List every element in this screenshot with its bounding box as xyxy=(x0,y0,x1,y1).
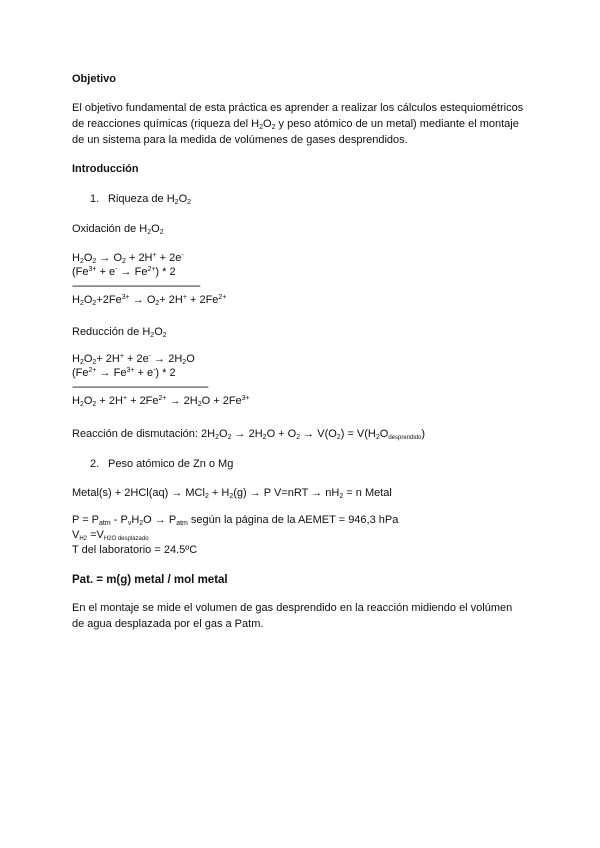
oxidacion-reactions xyxy=(72,251,532,307)
final-line-1: En el montaje se mide el volumen de gas desprendido en la reacción midiendo el volúmen xyxy=(72,602,513,614)
introduccion-heading: Introducción xyxy=(72,163,139,175)
objetivo-heading: Objetivo xyxy=(72,73,117,85)
temperature-line: T del laboratorio = 24.5ºC xyxy=(72,544,198,556)
reduccion-eq-2: $(Fe^{2+} \to Fe^{3+} + e^-) * 2$ xyxy=(72,367,176,379)
objetivo-line-1: El objetivo fundamental de esta práctica es aprender a realizar los cálculos estequiométricos xyxy=(72,102,524,114)
pressure-equation: $P = P_{atm} - P_vH_2O \to P_{atm}$ según la página de la AEMET = 946,3 hPa xyxy=(72,514,399,527)
list-item-2: 2. Peso atómico de Zn o Mg xyxy=(90,458,234,470)
pat-formula: Pat. = m(g) metal / mol metal xyxy=(72,574,228,586)
oxidacion-eq-1: $H_2O_2 \to O_2 + 2H^+ + 2e^-$ xyxy=(72,252,184,265)
reduccion-label: Reducción de $H_2O_2$ xyxy=(72,326,167,339)
oxidacion-eq-2: $(Fe^{3+} + e^- \to Fe^{2+}) * 2$ xyxy=(72,266,176,278)
reduccion-eq-total: $H_2O_2 + 2H^+ + 2Fe^{2+} \to 2H_2O + 2Fe^{3+}$ xyxy=(72,395,250,408)
pressure-block xyxy=(72,513,532,557)
objetivo-line-2: de reacciones químicas (riqueza del $H_2O_2$ y peso atómico de un metal) mediante el montaje xyxy=(72,118,519,131)
reduccion-eq-1: $H_2O_2+ 2H^+ + 2e^- \to 2H_2O$ xyxy=(72,353,195,366)
objetivo-line-3: de un sistema para la medida de volúmenes de gases desprendidos. xyxy=(72,134,408,146)
objetivo-paragraph xyxy=(72,101,532,147)
final-line-2: de agua desplazada por el gas a Patm. xyxy=(72,618,264,630)
oxidacion-label: Oxidación de $H_2O_2$ xyxy=(72,223,164,236)
final-paragraph xyxy=(72,601,532,631)
metal-equation: Metal(s) + $2HCl(aq) \to MCl_2 + H_2(g) \to P$ $V=nRT \to nH_2 = n$ Metal xyxy=(72,487,392,500)
separator-line-2: --------------------------------------------------- xyxy=(72,381,208,393)
oxidacion-eq-total: $H_2O_2+2Fe^{3+} \to O_2+ 2H^+ + 2Fe^{2+}$ xyxy=(72,294,227,307)
list-item-1: 1. Riqueza de $H_2O_2$ xyxy=(90,193,192,206)
volume-equation: $V_{H2} =V_{H2O desplazado}$ xyxy=(72,529,149,542)
separator-line: ------------------------------------------------ xyxy=(72,280,200,292)
reduccion-reactions xyxy=(72,352,532,408)
dismutacion-line: Reacción de dismutación: $2H_2O_2 \to 2H_2O + O_2 \to V(O_2) = V(H_2O_{desprendido})$ xyxy=(72,428,426,441)
